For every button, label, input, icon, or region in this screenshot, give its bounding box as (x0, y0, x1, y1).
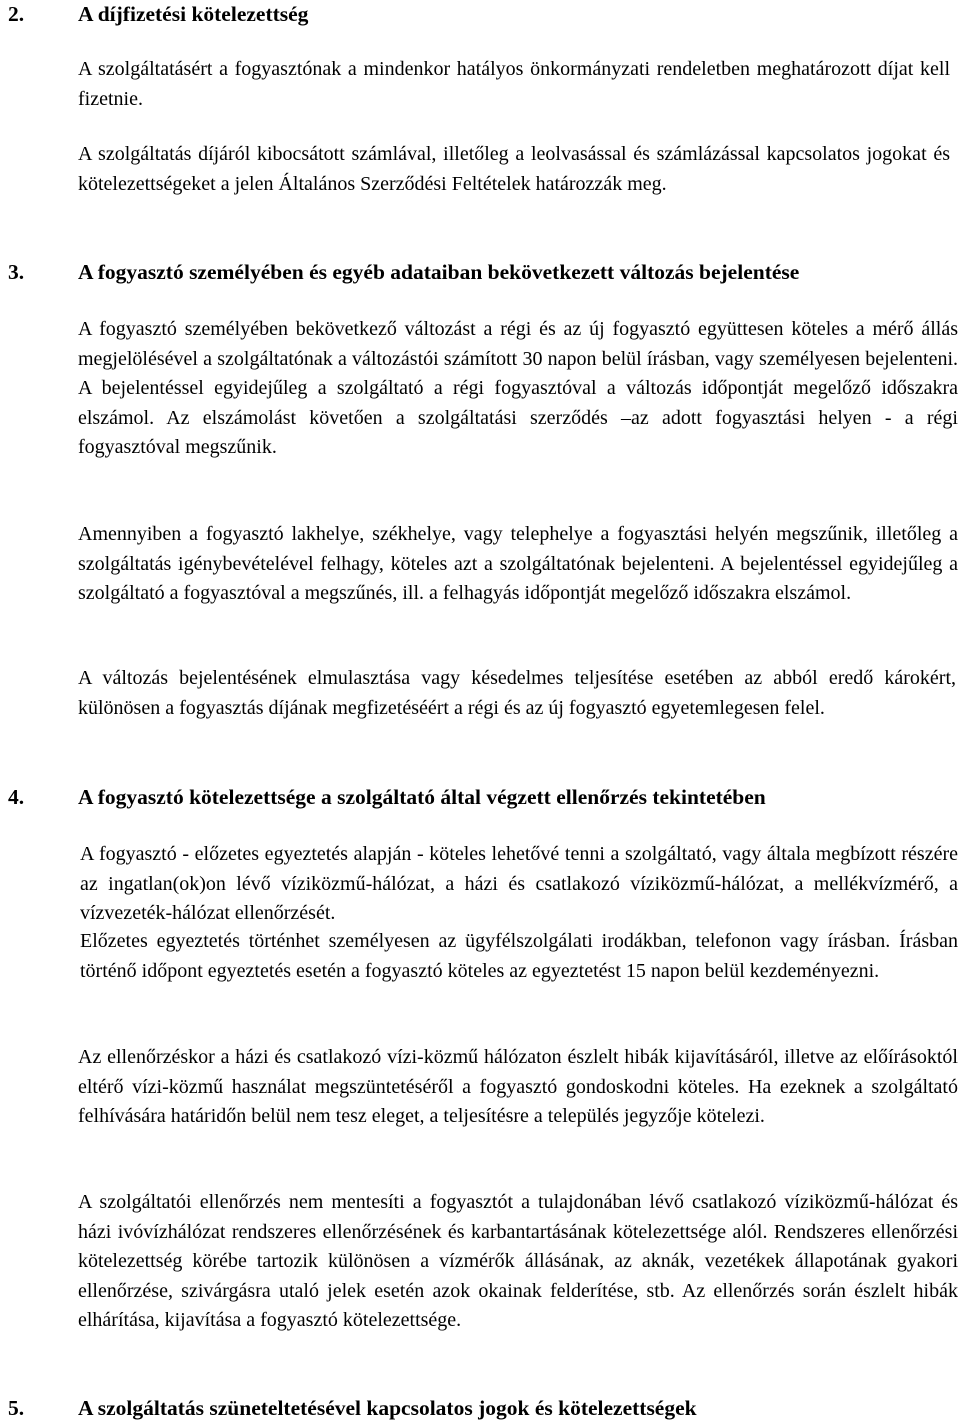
paragraph: A változás bejelentésének elmulasztása vagy késedelmes teljesítése esetében az abból eredő károkért, különösen a fogyasztás díjának megfizetéséért a régi és az új fogyasztó egyetemlegesen felel. (78, 667, 956, 719)
section-number: 5. (8, 1396, 25, 1420)
paragraph: A szolgáltatásért a fogyasztónak a mindenkor hatályos önkormányzati rendeletben meghatározott díjat kell fizetnie. (78, 58, 950, 110)
paragraph: A szolgáltatói ellenőrzés nem mentesíti a fogyasztót a tulajdonában lévő csatlakozó víziközmű-hálózat és házi ivóvízhálózat rendszeres ellenőrzésének és karbantartásának kötelezettsége alól. Rendszeres ellenőrzési kötelezettség körébe tartozik különösen a vízmérők állásának, az aknák, vezetékek állapotának gyakori ellenőrzése, szivárgásra utaló jelek esetén azok okainak felderítése, stb. Az ellenőrzés során észlelt hibák elhárítása, kijavítása a fogyasztó kötelezettsége. (78, 1191, 958, 1332)
section-title: A szolgáltatás szüneteltetésével kapcsolatos jogok és kötelezettségek (78, 1396, 697, 1420)
section-title: A fogyasztó kötelezettsége a szolgáltató által végzett ellenőrzés tekintetében (78, 785, 766, 809)
paragraph: Előzetes egyeztetés történhet személyesen az ügyfélszolgálati irodákban, telefonon vagy írásban. Írásban történő időpont egyeztetés esetén a fogyasztó köteles az egyeztetést 15 napon belül kezdeményezni. (80, 930, 958, 982)
paragraph: Az ellenőrzéskor a házi és csatlakozó vízi-közmű hálózaton észlelt hibák kijavításáról, illetve az előírásoktól eltérő vízi-közmű használat megszüntetéséről a fogyasztó gondoskodni köteles. Ha ezeknek a szolgáltató felhívására határidőn belül nem tesz eleget, a teljesítésre a település jegyzője kötelezi. (78, 1046, 958, 1128)
section-title: A díjfizetési kötelezettség (78, 2, 309, 26)
section-number: 3. (8, 260, 25, 284)
paragraph: A fogyasztó - előzetes egyeztetés alapján - köteles lehetővé tenni a szolgáltató, vagy általa megbízott részére az ingatlan(ok)on lévő víziközmű-hálózat, a házi és csatlakozó víziközmű-hálózat, a mellékvízmérő, a vízvezeték-hálózat ellenőrzését. (80, 843, 958, 925)
section-number: 2. (8, 2, 25, 26)
section-title: A fogyasztó személyében és egyéb adataiban bekövetkezett változás bejelentése (78, 260, 800, 284)
section-number: 4. (8, 785, 25, 809)
paragraph: Amennyiben a fogyasztó lakhelye, székhelye, vagy telephelye a fogyasztási helyén megszűnik, illetőleg a szolgáltatás igénybevételével felhagy, köteles azt a szolgáltatónak bejelenteni. A bejelentéssel egyidejűleg a szolgáltató a fogyasztóval a megszűnés, ill. a felhagyás időpontját megelőző időszakra elszámol. (78, 523, 958, 605)
paragraph: A szolgáltatás díjáról kibocsátott számlával, illetőleg a leolvasással és számlázással kapcsolatos jogokat és kötelezettségeket a jelen Általános Szerződési Feltételek határozzák meg. (78, 143, 950, 195)
paragraph: A fogyasztó személyében bekövetkező változást a régi és az új fogyasztó együttesen köteles a mérő állás megjelölésével a szolgáltatónak a változástói számított 30 napon belül írásban, vagy személyesen bejelenteni. A bejelentéssel egyidejűleg a szolgáltató a régi fogyasztóval a változás időpontját megelőző időszakra elszámol. Az elszámolást követően a szolgáltatási szerződés –az adott fogyasztási helyen - a régi fogyasztóval megszűnik. (78, 318, 958, 459)
